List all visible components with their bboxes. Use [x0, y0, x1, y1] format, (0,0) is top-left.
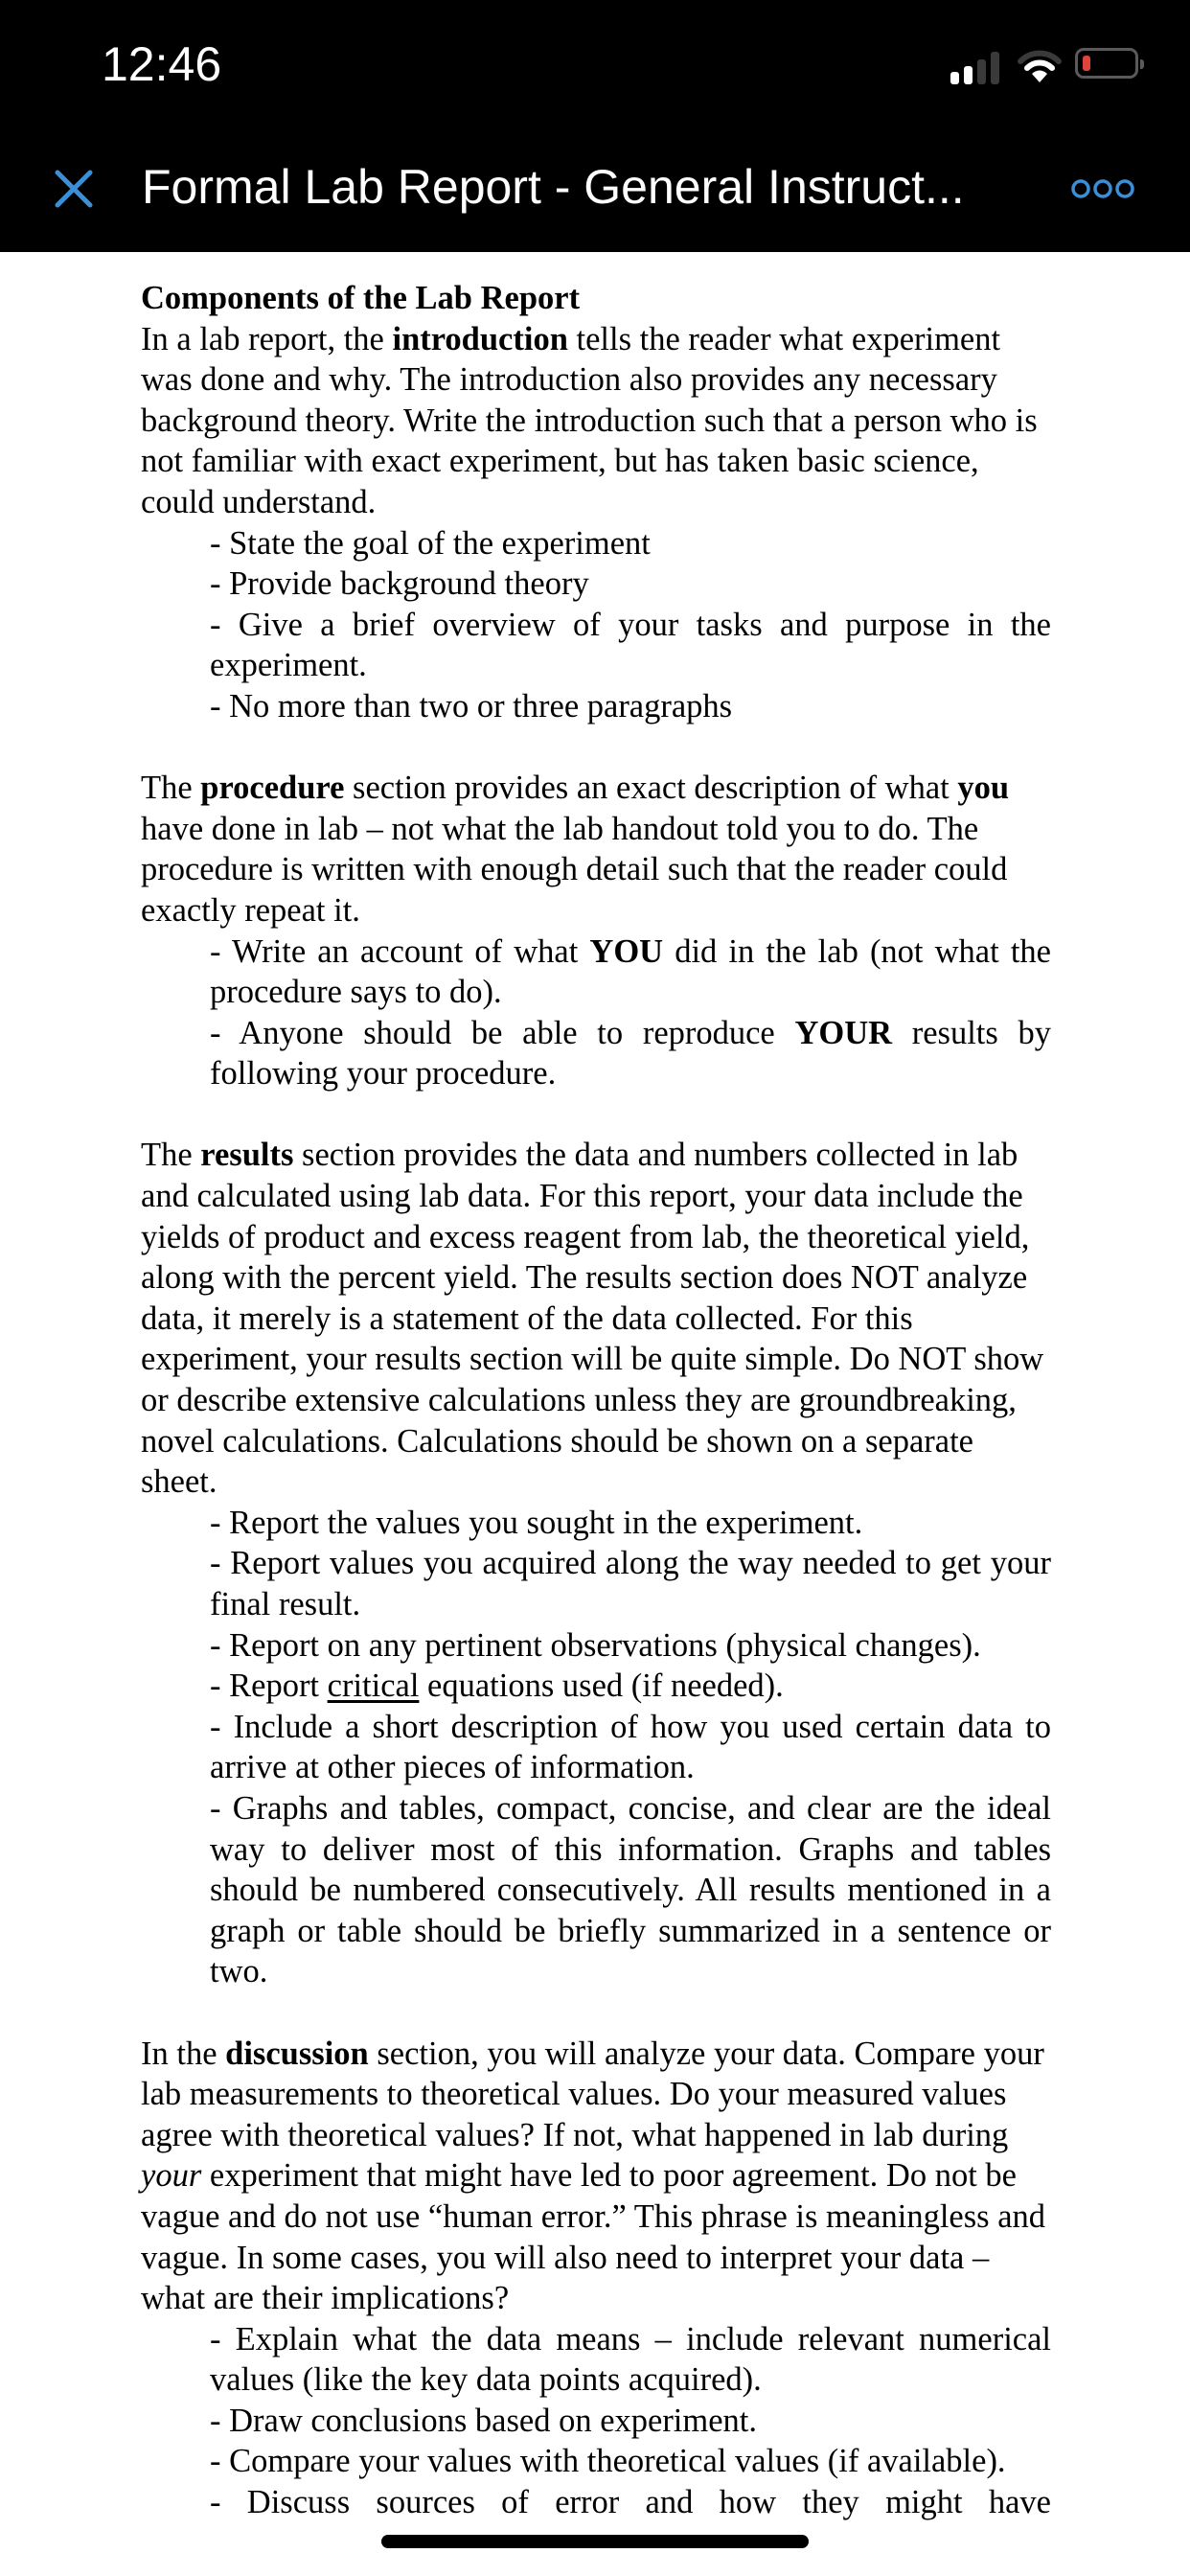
close-button[interactable]	[48, 163, 100, 215]
intro-bullet: - State the goal of the experiment	[210, 524, 651, 562]
procedure-bullet: - Write an account of what YOU did in the lab (not what the procedure says to do).	[210, 932, 1051, 1011]
intro-bullet: - Give a brief overview of your tasks and purpose in the experiment.	[210, 606, 1051, 684]
wifi-icon	[1018, 50, 1062, 84]
introduction-paragraph: In a lab report, the introduction tells the reader what experiment was done and why. The introduction also provides any necessary background theory. Write the introduction such that a person who is not familiar with exact experiment, but has taken basic science, could understand.	[141, 320, 1038, 520]
results-bullet: - Report critical equations used (if needed).	[210, 1668, 784, 1705]
signal-icon	[950, 52, 1008, 84]
discussion-bullet: - Discuss sources of error and how they might have	[210, 2484, 1051, 2521]
results-bullet: - Report on any pertinent observations (physical changes).	[210, 1626, 981, 1664]
close-icon	[48, 163, 100, 215]
home-indicator[interactable]	[381, 2535, 809, 2548]
discussion-bullet: - Draw conclusions based on experiment.	[210, 2402, 758, 2439]
discussion-bullet: - Compare your values with theoretical values (if available).	[210, 2443, 1006, 2480]
discussion-bullet: - Explain what the data means – include relevant numerical values (like the key data points acquired).	[210, 2320, 1051, 2399]
results-bullet: - Report values you acquired along the way needed to get your final result.	[210, 1545, 1051, 1622]
discussion-paragraph: In the discussion section, you will analyze your data. Compare your lab measurements to theoretical values. Do your measured values agree with theoretical values? If not, what happened in lab during your experiment that might have led to poor agreement. Do not be vague and do not use “human error.” This phrase is meaningless and vague. In some cases, you will also need to interpret your data – what are their implications?	[141, 2035, 1046, 2317]
section-heading: Components of the Lab Report	[141, 280, 581, 316]
procedure-paragraph: The procedure section provides an exact description of what you have done in lab – not what the lab handout told you to do. The procedure is written with enough detail such that the reader could exactly repeat it.	[141, 770, 1010, 929]
results-paragraph: The results section provides the data and numbers collected in lab and calculated using lab data. For this report, your data include the yields of product and excess reagent from lab, the theoretical yield, along with the percent yield. The results section does NOT analyze data, it merely is a statement of the data collected. For this experiment, your results section will be quite simple. Do NOT show or describe extensive calculations unless they are groundbreaking, novel calculations. Calculations should be shown on a separate sheet.	[141, 1137, 1044, 1501]
more-icon	[1071, 176, 1134, 201]
document-content	[141, 278, 1051, 2523]
status-time: 12:46	[102, 37, 222, 91]
intro-bullet: - No more than two or three paragraphs	[210, 687, 733, 724]
intro-bullet: - Provide background theory	[210, 565, 589, 603]
results-bullet: - Report the values you sought in the experiment.	[210, 1504, 863, 1541]
document-title: Formal Lab Report - General Instruct...	[142, 160, 965, 214]
top-bar	[0, 0, 1190, 252]
battery-icon	[1075, 48, 1138, 79]
more-button[interactable]	[1071, 176, 1134, 201]
status-icons	[1131, 46, 1134, 84]
procedure-bullet: - Anyone should be able to reproduce YOUR results by following your procedure.	[210, 1014, 1051, 1092]
results-bullet: - Graphs and tables, compact, concise, and clear are the ideal way to deliver most of this information. Graphs and tables should be numbered consecutively. All results mentioned in a graph or table should be briefly summarized in a sentence or two.	[210, 1789, 1051, 1990]
results-bullet: - Include a short description of how you used certain data to arrive at other pieces of information.	[210, 1708, 1051, 1786]
